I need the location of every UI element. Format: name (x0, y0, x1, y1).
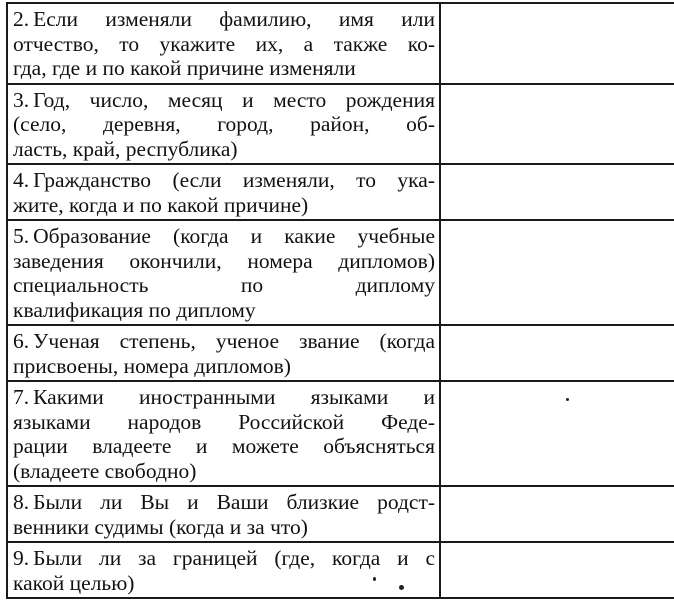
question-row (7, 542, 674, 598)
question-first-line (13, 88, 435, 113)
question-line: рации владеете и можете объясняться (13, 434, 435, 458)
question-line: гда, где и по какой причине изменяли (13, 56, 356, 80)
question-cell (7, 325, 440, 381)
question-line: (село, деревня, город, район, об- (13, 112, 435, 136)
questionnaire-rows (7, 3, 674, 598)
questionnaire-table (6, 2, 674, 599)
print-speck (373, 577, 376, 581)
answer-cell[interactable] (440, 542, 674, 598)
print-speck (566, 398, 569, 401)
question-row (7, 381, 674, 486)
question-row (7, 220, 674, 325)
answer-cell[interactable] (440, 3, 674, 84)
answer-cell[interactable] (440, 325, 674, 381)
question-cell (7, 381, 440, 486)
question-cell (7, 542, 440, 598)
question-row (7, 84, 674, 165)
question-cell (7, 486, 440, 542)
print-speck (399, 585, 404, 590)
question-first-line (13, 7, 435, 32)
question-row (7, 486, 674, 542)
question-first-line (13, 224, 435, 249)
question-line-text: Какими иностранными языками и (33, 385, 435, 409)
question-line: отчество, то укажите их, а также ко- (13, 31, 435, 56)
answer-cell[interactable] (440, 381, 674, 486)
question-number: 6. (13, 329, 30, 353)
question-line-text: Гражданство (если изменяли, то ука- (33, 168, 435, 192)
answer-cell[interactable] (440, 164, 674, 220)
answer-cell[interactable] (440, 486, 674, 542)
question-cell (7, 84, 440, 165)
question-line: венники судимы (когда и за что) (13, 514, 308, 539)
question-number: 2. (13, 7, 30, 31)
question-line: жите, когда и по какой причине) (13, 192, 309, 217)
question-line: заведения окончили, номера дипломов) (13, 248, 435, 273)
question-row (7, 164, 674, 220)
question-number: 3. (13, 87, 30, 112)
question-first-line (13, 329, 435, 354)
question-line-text: Образование (когда и какие учебные (33, 224, 435, 248)
question-number: 5. (13, 224, 30, 248)
question-line-text: Ученая степень, ученое звание (когда (33, 329, 435, 353)
question-cell (7, 3, 440, 84)
question-line: (владеете свободно) (13, 458, 197, 483)
question-first-line (13, 168, 435, 193)
question-number: 8. (13, 490, 30, 514)
answer-cell[interactable] (440, 84, 674, 165)
question-row (7, 3, 674, 84)
question-line-text: Были ли Вы и Ваши близкие родст- (33, 490, 435, 514)
question-line: присвоены, номера дипломов) (13, 353, 291, 378)
question-number: 7. (13, 385, 30, 409)
question-row (7, 325, 674, 381)
question-line-text: Год, число, месяц и место рождения (33, 87, 435, 112)
question-line-text: Если изменяли фамилию, имя или (33, 7, 435, 31)
question-cell (7, 220, 440, 325)
answer-cell[interactable] (440, 220, 674, 325)
question-cell (7, 164, 440, 220)
question-number: 4. (13, 168, 30, 192)
question-line: какой целью) (13, 570, 135, 595)
question-first-line (13, 490, 435, 515)
question-line: языками народов Российской Феде- (13, 409, 435, 434)
question-line-text: Были ли за границей (где, когда и с (33, 546, 435, 570)
question-line: квалификация по диплому (13, 297, 256, 322)
question-line: специальность по диплому (13, 273, 435, 297)
question-line: ласть, край, республика) (13, 136, 238, 161)
question-number: 9. (13, 546, 30, 570)
question-first-line (13, 385, 435, 410)
question-first-line (13, 546, 435, 571)
